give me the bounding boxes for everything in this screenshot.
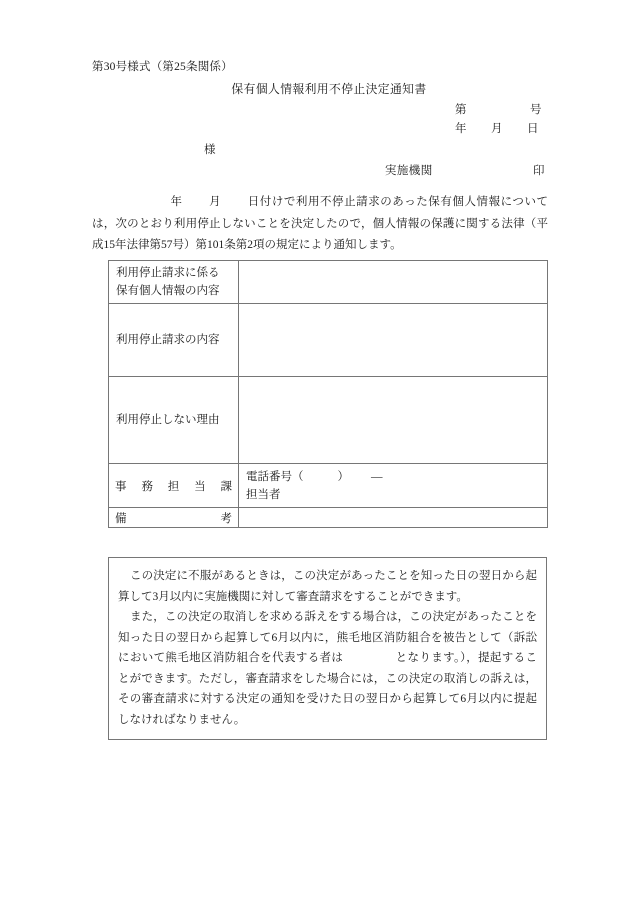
table-value-cell[interactable] xyxy=(239,508,548,528)
table-value-text xyxy=(239,417,547,423)
addressee-honorific: 様 xyxy=(204,144,216,156)
table-value-cell-contact[interactable] xyxy=(239,464,548,508)
table-label-text: 備考 xyxy=(115,512,232,525)
table-label-line-2: 保有個人情報の内容 xyxy=(116,285,220,297)
body-date-month: 月 xyxy=(208,196,222,208)
person-in-charge-label: 担当者 xyxy=(246,488,281,501)
table-label-text: 利用停止請求の内容 xyxy=(116,334,220,346)
table-value-text xyxy=(239,337,547,343)
table-value-cell[interactable] xyxy=(239,261,548,304)
form-table xyxy=(108,260,548,528)
notice-paragraph-2-part-1: また，この決定の取消しを求める訴えをする場合は，この決定があったことを知った日の翌日から起算して6月以内に，熊毛地区消防組合を被告として（訴訟において熊毛地区消防組合を代表する者は xyxy=(118,611,537,664)
telephone-label: 電話番号（ xyxy=(246,470,304,483)
table-label-line-1: 利用停止請求に係る xyxy=(116,267,220,279)
telephone-paren-close: ） xyxy=(337,470,349,483)
table-label-cell-office xyxy=(109,464,239,508)
table-row xyxy=(109,377,548,464)
contact-block xyxy=(239,465,547,507)
body-text: 日付けで利用不停止請求のあった保有個人情報については，次のとおり利用停止しないことを決定したので，個人情報の保護に関する法律（平成15年法律第57号）第101条第2項の規定により通知します。 xyxy=(92,196,548,251)
form-number: 第30号様式（第25条関係） xyxy=(92,61,233,73)
table-label-cell xyxy=(109,304,239,377)
table-label-text: 利用停止しない理由 xyxy=(116,414,220,426)
table-label-cell xyxy=(109,377,239,464)
body-paragraph xyxy=(92,192,548,257)
table-row xyxy=(109,261,548,304)
table-value-cell[interactable] xyxy=(239,304,548,377)
table-label-text xyxy=(109,261,238,303)
table-value-cell[interactable] xyxy=(239,377,548,464)
document-number-prefix: 第 xyxy=(455,104,467,116)
table-label-text: 事務担当課 xyxy=(115,480,232,493)
telephone-dash: ― xyxy=(371,470,383,483)
date-year-label: 年 xyxy=(455,123,467,135)
table-row xyxy=(109,464,548,508)
table-label-cell-remarks xyxy=(109,508,239,528)
document-number-suffix: 号 xyxy=(530,104,542,116)
date-day-label: 日 xyxy=(527,123,539,135)
date-month-label: 月 xyxy=(491,123,503,135)
table-value-text xyxy=(239,515,547,521)
notice-paragraph-2 xyxy=(118,607,537,730)
table-row xyxy=(109,304,548,377)
table-label-cell xyxy=(109,261,239,304)
seal-mark-icon: 印 xyxy=(533,165,545,177)
table-row xyxy=(109,508,548,528)
table-value-text xyxy=(239,279,547,285)
appeal-notice-box xyxy=(108,557,547,740)
telephone-line xyxy=(246,468,540,486)
notice-paragraph-1: この決定に不服があるときは，この決定があったことを知った日の翌日から起算して3月以内に実施機関に対して審査請求をすることができます。 xyxy=(118,570,537,603)
document-title: 保有個人情報利用不停止決定通知書 xyxy=(231,82,427,96)
notice-paragraph-2-part-2: となります。），提起することができます。ただし，審査請求をした場合には，この決定の取消しの訴えは，その審査請求に対する決定の通知を受けた日の翌日から起算して6月以内に提起しなければなりません。 xyxy=(118,652,537,726)
body-date-year: 年 xyxy=(170,196,183,208)
issuer-label: 実施機関 xyxy=(385,165,433,177)
